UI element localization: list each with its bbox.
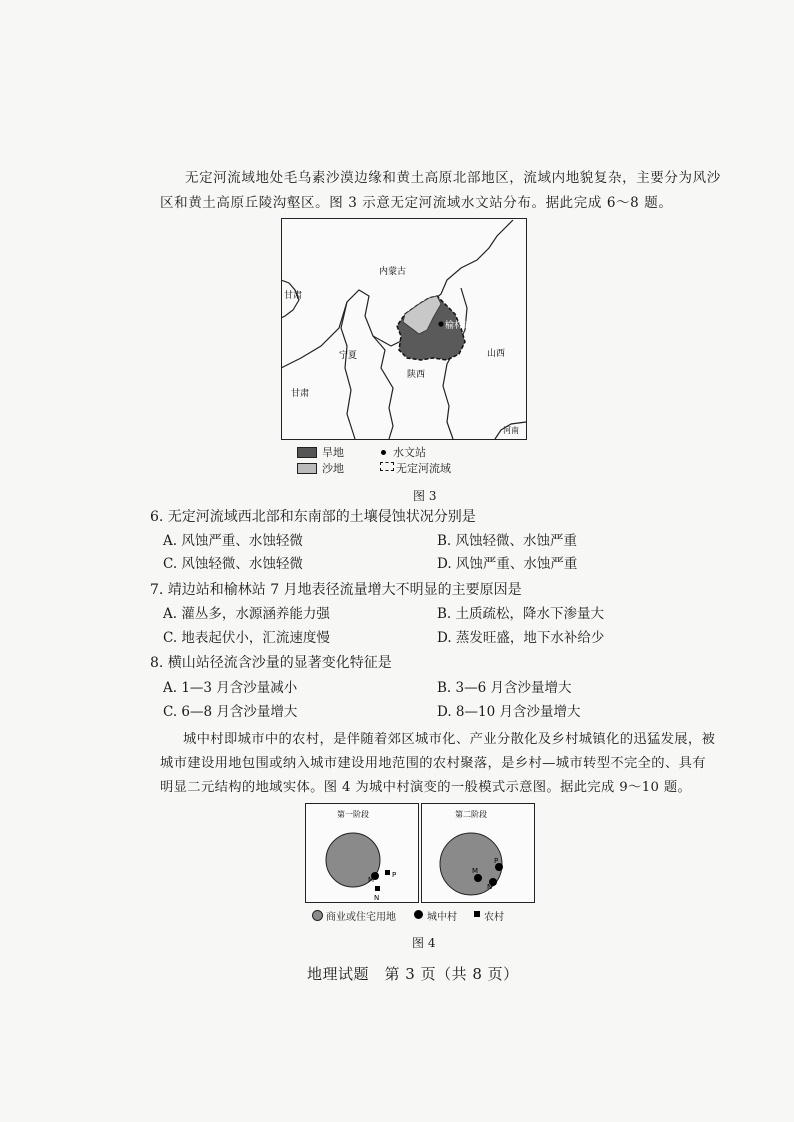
q8-option-c: C. 6—8 月含沙量增大 <box>163 704 298 720</box>
label-shaanxi: 陕西 <box>407 370 426 380</box>
legend-handdi-label: 旱地 <box>322 446 344 459</box>
basin-map <box>281 218 527 440</box>
stage1-label-p: P <box>392 871 397 879</box>
stage1-rural-n <box>375 886 380 891</box>
figure3-caption: 图 3 <box>413 489 437 503</box>
label-gansu-top: 甘肃 <box>284 291 303 301</box>
legend-rural-label: 农村 <box>484 912 504 923</box>
q8-option-d: D. 8—10 月含沙量增大 <box>437 704 581 720</box>
page-footer: 地理试题 第 3 页（共 8 页） <box>307 965 519 983</box>
q7-stem: 7. 靖边站和榆林站 7 月地表径流量增大不明显的主要原因是 <box>150 582 522 598</box>
intro2-line1: 城中村即城市中的农村，是伴随着郊区城市化、产业分散化及乡村城镇化的迅猛发展，被 <box>183 732 716 747</box>
label-gansu-bottom: 甘肃 <box>291 389 310 399</box>
legend-village-swatch <box>414 910 423 919</box>
legend-station-dot <box>381 450 386 455</box>
q8-option-b: B. 3—6 月含沙量增大 <box>437 680 572 696</box>
legend-commercial-swatch <box>312 910 323 921</box>
label-ningxia: 宁夏 <box>339 351 358 361</box>
intro2-line2: 城市建设用地包围或纳入城市建设用地范围的农村聚落，是乡村—城市转型不完全的、具有 <box>160 756 706 771</box>
q6-option-c: C. 风蚀轻微、水蚀轻微 <box>163 556 303 572</box>
q6-option-d: D. 风蚀严重、水蚀严重 <box>437 556 578 572</box>
q6-option-a: A. 风蚀严重、水蚀轻微 <box>163 533 303 549</box>
legend-village-label: 城中村 <box>427 912 457 923</box>
q7-option-d: D. 蒸发旺盛，地下水补给少 <box>437 630 605 646</box>
stage2-label-p: P <box>494 857 499 865</box>
legend-rural-swatch <box>474 911 480 917</box>
label-neimenggu: 内蒙古 <box>379 267 407 277</box>
stage1-label-m: M <box>368 876 375 884</box>
legend-station-label: 水文站 <box>393 446 426 459</box>
station-marker <box>438 321 443 326</box>
q7-option-c: C. 地表起伏小，汇流速度慢 <box>163 630 330 646</box>
figure4-caption: 图 4 <box>412 936 436 950</box>
legend-basin-label: 无定河流域 <box>396 462 451 475</box>
village-evolution-figure <box>305 803 535 903</box>
legend-commercial-label: 商业或住宅用地 <box>326 912 396 923</box>
stage1-label-n: N <box>374 894 380 902</box>
stage2-village-m <box>474 874 482 882</box>
stage1-title: 第一阶段 <box>337 810 369 819</box>
label-henan: 河南 <box>503 426 519 435</box>
legend-basin-box <box>380 462 394 471</box>
q6-stem: 6. 无定河流域西北部和东南部的土壤侵蚀状况分别是 <box>150 509 476 525</box>
legend-shadi-swatch <box>297 463 317 474</box>
stage2-label-m: M <box>472 867 479 875</box>
stage2-label-n: N <box>487 883 493 891</box>
stage2-title: 第二阶段 <box>455 810 487 819</box>
legend-shadi-label: 沙地 <box>322 462 344 475</box>
q8-stem: 8. 横山站径流含沙量的显著变化特征是 <box>150 655 392 671</box>
intro1-line1: 无定河流域地处毛乌素沙漠边缘和黄土高原北部地区，流域内地貌复杂，主要分为风沙 <box>185 170 721 186</box>
q8-option-a: A. 1—3 月含沙量减小 <box>163 680 298 696</box>
q6-option-b: B. 风蚀轻微、水蚀严重 <box>437 533 578 549</box>
intro2-line3: 明显二元结构的地域实体。图 4 为城中村演变的一般模式示意图。据此完成 9～10 题。 <box>160 780 692 795</box>
q7-option-a: A. 灌丛多，水源涵养能力强 <box>163 606 330 622</box>
label-shanxi: 山西 <box>487 349 506 359</box>
station-label: 榆林站 <box>445 321 473 331</box>
intro1-line2: 区和黄土高原丘陵沟壑区。图 3 示意无定河流域水文站分布。据此完成 6～8 题。 <box>160 195 673 211</box>
stage1-rural-p <box>385 870 390 875</box>
q7-option-b: B. 土质疏松，降水下渗量大 <box>437 606 605 622</box>
legend-handdi-swatch <box>297 447 317 458</box>
